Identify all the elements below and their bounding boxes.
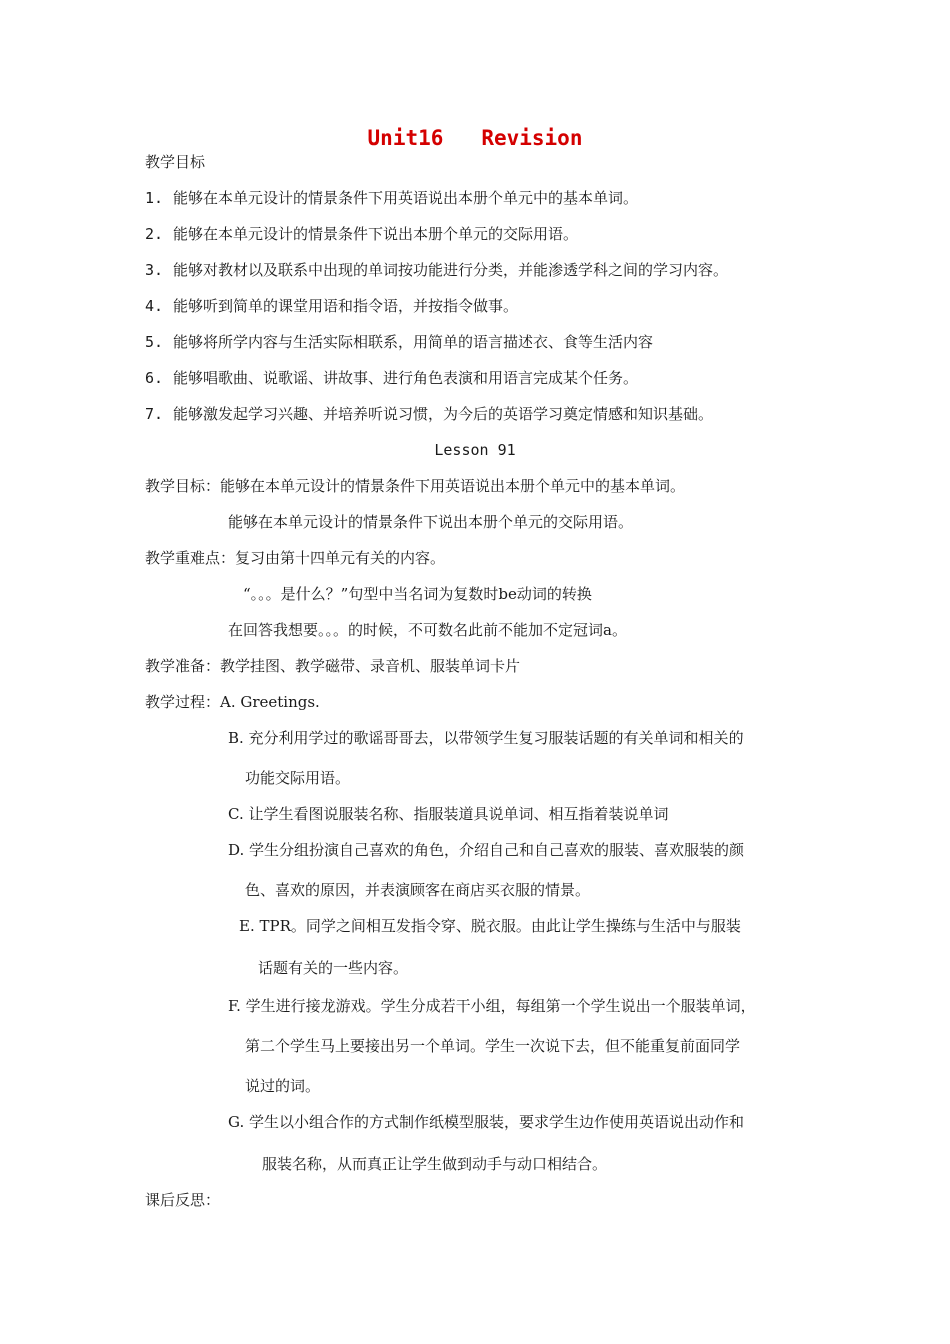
objective-number: 5. (145, 333, 164, 351)
objectives-heading: 教学目标 (145, 153, 206, 171)
process-step: C. 让学生看图说服装名称、指服装道具说单词、相互指着装说单词 (228, 805, 669, 823)
objective-number: 3. (145, 261, 164, 279)
objective-text: 能够在本单元设计的情景条件下用英语说出本册个单元中的基本单词。 (173, 189, 639, 207)
objective-item (145, 296, 518, 316)
objective-text: 能够在本单元设计的情景条件下说出本册个单元的交际用语。 (173, 225, 579, 243)
lesson-process-label: 教学过程：A. Greetings. (145, 693, 320, 711)
objective-number: 2. (145, 225, 164, 243)
objective-text: 能够听到简单的课堂用语和指令语，并按指令做事。 (173, 297, 519, 315)
objective-item (145, 224, 578, 244)
objective-text: 能够唱歌曲、说歌谣、讲故事、进行角色表演和用语言完成某个任务。 (173, 369, 639, 387)
objective-text: 能够激发起学习兴趣、并培养听说习惯，为今后的英语学习奠定情感和知识基础。 (173, 405, 714, 423)
objective-number: 7. (145, 405, 164, 423)
objective-item (145, 260, 728, 280)
process-step: D. 学生分组扮演自己喜欢的角色，介绍自己和自己喜欢的服装、喜欢服装的颜 (228, 841, 745, 859)
process-step-continued: 第二个学生马上要接出另一个单词。学生一次说下去，但不能重复前面同学 (245, 1037, 741, 1055)
process-step: E. TPR。同学之间相互发指令穿、脱衣服。由此让学生操练与生活中与服装 (239, 917, 741, 935)
lesson-goal: 教学目标：能够在本单元设计的情景条件下用英语说出本册个单元中的基本单词。 (145, 477, 686, 495)
lesson-preparation: 教学准备：教学挂图、教学磁带、录音机、服装单词卡片 (145, 657, 521, 675)
objective-number: 4. (145, 297, 164, 315)
process-step-continued: 说过的词。 (245, 1077, 321, 1095)
process-step: G. 学生以小组合作的方式制作纸模型服装，要求学生边作使用英语说出动作和 (228, 1113, 744, 1131)
objective-text: 能够将所学内容与生活实际相联系，用简单的语言描述衣、食等生活内容 (173, 333, 654, 351)
lesson-goal-continued: 能够在本单元设计的情景条件下说出本册个单元的交际用语。 (228, 513, 634, 531)
document-title: Unit16 Revision (367, 126, 583, 150)
objective-number: 6. (145, 369, 164, 387)
process-step: F. 学生进行接龙游戏。学生分成若干小组，每组第一个学生说出一个服装单词， (228, 997, 756, 1015)
objective-item (145, 332, 653, 352)
objective-item (145, 368, 638, 388)
objective-text: 能够对教材以及联系中出现的单词按功能进行分类，并能渗透学科之间的学习内容。 (173, 261, 729, 279)
lesson-difficulty-point: 在回答我想要。。。的时候，不可数名此前不能加不定冠词a。 (228, 621, 627, 639)
process-step: B. 充分利用学过的歌谣哥哥去，以带领学生复习服装话题的有关单词和相关的 (228, 729, 744, 747)
lesson-difficulty: 教学重难点：复习由第十四单元有关的内容。 (145, 549, 446, 567)
objective-item (145, 188, 638, 208)
lesson-difficulty-point: “。。。是什么？”句型中当名词为复数时be动词的转换 (243, 585, 592, 603)
lesson-title: Lesson 91 (434, 441, 516, 459)
process-step-continued: 话题有关的一些内容。 (258, 959, 409, 977)
reflection-label: 课后反思： (145, 1191, 221, 1209)
process-step-continued: 色、喜欢的原因，并表演顾客在商店买衣服的情景。 (245, 881, 591, 899)
objective-number: 1. (145, 189, 164, 207)
objective-item (145, 404, 713, 424)
process-step-continued: 功能交际用语。 (245, 769, 351, 787)
process-step-continued: 服装名称，从而真正让学生做到动手与动口相结合。 (262, 1155, 608, 1173)
